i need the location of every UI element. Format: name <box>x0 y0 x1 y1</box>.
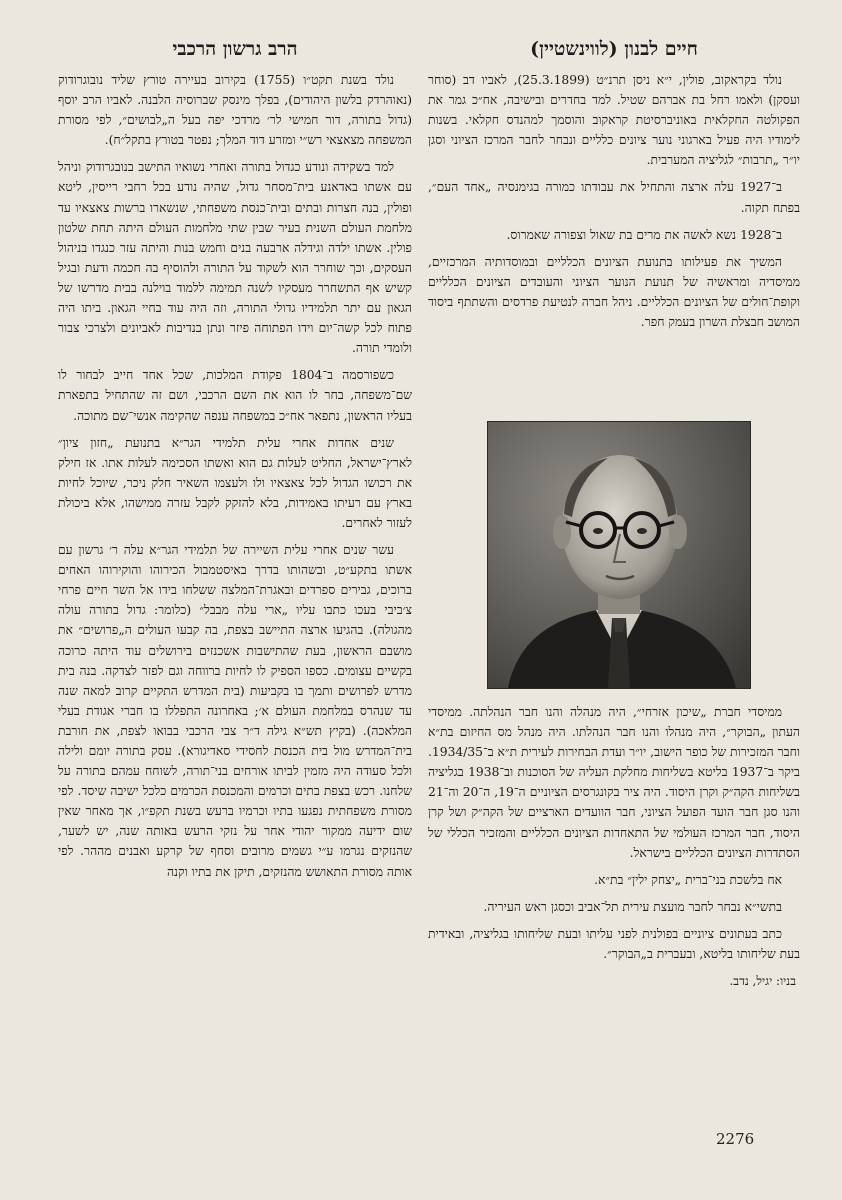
left-paragraph-3: כשפורסמה ב־1804 פקודת המלכות, שכל אחד חייב לבחור לו שם־משפחה, בחר לו הוא את השם הרכבי, ושם זה שהתחיל בתפארת בעליו הראשון, נתפאר אח״כ במשפחה ענפה שהקימה אנשי־שם מתוכה. <box>58 368 412 423</box>
right-lower-paragraph-3: בתשי״א נבחר לחבר מועצת עירית תל־אביב וכסגן ראש העיריה. <box>483 899 782 914</box>
portrait-photo <box>487 421 751 689</box>
left-paragraph-4: שנים אחדות אחרי עלית תלמידי הגר״א בתנועת „חזון ציון״ לארץ־ישראל, החליט לעלות גם הוא ואשתו הסכימה לעלות אתו. אז חילק את רכושו הגדול לכל צאצאיו ולו ולעצמו השאיר חלק ניכר, שיוכל לחיות בארץ עם רעיתו באמידות, בלא להזקק לקבל עזרה ממישהו, אלא ביכולת לעזור לאחרים. <box>58 435 412 530</box>
right-column-continued <box>428 702 800 991</box>
right-paragraph-2: ב־1927 עלה ארצה והתחיל את עבודתו כמורה בגימנסיה „אחד העם״, בפתח תקוה. <box>428 180 800 215</box>
right-column-title: חיים לבנון (לווינשטיין) <box>530 38 698 60</box>
right-lower-paragraph-1: ממיסדי חברת „שיכון אזרחי״, היה מנהלה והנו חבר הנהלתה. ממיסדי העתון „הבוקר״, היה מנהלו והנו חבר הנהלתו. היה מנהל מס החיזום בת״א וחבר המזכירות של כופר הישוב, יו״ר ועדת הבחירות לעירית ת״א ב־1934/35. ביקר ב־1937 בליטא בשליחות מחלקת העליה של הסוכנות וב־1938 בגליציה בשליחות הקה״ק וקרן היסוד. היה ציר בקונגרסים הציוניים ה־19, ה־20 וה־21 והנו סגן חבר הועד הפועל הציוני, חבר הוועדים הארציים של הקה״ק ושל קרן היסוד, חבר המרכז העולמי של התאחדות הציונים הכלליים והמזכיר הכללי של הסתדרות הציונים הכלליים בישראל. <box>428 705 800 860</box>
left-paragraph-1: נולד בשנת תקט״ו (1755) בקירוב בעיירה טורץ שליד נובוגרודוק (נאוהרדק בלשון היהודים), בפלך מינסק שברוסיה הלבנה. לאביו הרב יוסף (גדול בתורה, דור חמישי לר׳ מרדכי יפה בעל ה„לבושים״, לפי מסורת המשפחה מצאצאי רש״י ומזרע דוד המלך; נפטר בטורץ בתקל״ח). <box>58 73 412 148</box>
right-column <box>428 36 800 339</box>
left-paragraph-5: עשר שנים אחרי עלית השיירה של תלמידי הגר״א עלה ר׳ גרשון עם אשתו בתקע״ט, ובשהותו בדרך באיסטמבול הכירוהו והוקירוהו האחים ברוכים, גבירים ספרדים ובאגרת־המלצה ששלחו בידו אל השר חיים פרחי צ׳ביבי בעכו כתבו עליו „ארי עלה מבבל״ (כלומר: גדול בתורה עולה מהגולה). בהגיעו ארצה התיישב בצפת, בה קבעו העולים ה„פרושים״ את מושבם הראשון, בעת שהתישבות אשכנזים בירושלים עוד היתה כרוכה בקשיים עצומים. כספו הספיק לו לחיות ברווחה וגם לפזר לצדקה. בנה בית מדרש לפרושים ותמך בו בקביעות (בית המדרש התקיים קרוב למאה שנה עד שנהרס במלחמת העולם א׳; באחרונה התפללו בו חברי אגודת בעלי המלאכה). (בקיץ תש״א גילה ד״ר צבי הרכבי בבואו לצפת, את חורבת בית־המדרש מול בית הכנסת לחסידי סאדיגורא). עסק בתורה יומם ולילה ולכל סעודה היה מזמין לביתו אורחים בני־תורה, לשוחח עמהם בתורה על שלחנו. רכש בצפת בתים וכרמים והמכנסת הכרמים כלכל ישיבה שיסד. לפי מסורת משפחתית נפגעו בתיו וכרמיו ברעש בשנת תקפ״ו, אך מאחר שאין שום ידיעה ממקור יהודי אחר על נזקי הרעש באותה שנה, יש לשער, שהנזקים נגרמו ע״י גשמים מרובים וסחף של קרקע ואבנים מההר. לפי אותה מסורת התאושש מהנזקים, תיקן את בתיו וקנה <box>58 543 412 879</box>
right-paragraph-3: ב־1928 נשא לאשה את מרים בת שאול וצפורה שאמרוס. <box>506 227 782 242</box>
left-column <box>58 36 412 889</box>
left-column-title: הרב גרשון הרכבי <box>172 38 298 60</box>
author-signature: בניו: יגיל, נדב. <box>729 974 796 989</box>
right-lower-paragraph-2: אח בלשכת בני־ברית „יצחק ילין״ בת״א. <box>594 872 782 887</box>
portrait-photo-icon <box>488 422 750 688</box>
right-paragraph-1: נולד בקראקוב, פולין, י״א ניסן תרנ״ט (25.3.1899), לאביו דב (סוחר ועסקן) ולאמו רחל בת אברהם שטיל. למד בחדרים ובישיבה, אח״כ גמר את הפקולטה החקלאית באוניברסיטת קראקוב והוסמך למהנדס חקלאי. בשנות לימודיו היה פעיל בארגוני נוער ציונים כלליים ונבחר לחבר המרכז הציוני וסגן יו״ר „תרבות״ לגליציה המערבית. <box>428 73 800 168</box>
right-paragraph-4: המשיך את פעילותו בתנועת הציונים הכלליים ובמוסדותיה המרכזיים, ממיסדיה ומראשיה של תנועת הנוער הציוני והעובדים הציונים הכלליים וקופת־חולים של הציונים הכלליים. ניהל חברה לנטיעת פרדסים והשתתף ביסוד המושב חבצלת השרון בעמק חפר. <box>428 254 800 330</box>
right-lower-paragraph-4: כתב בעתונים ציוניים בפולנית לפני עליתו ובעת שליחותו בגליציה, ובאידית בעת שליחותו בליטא, ובעברית ב„הבוקר״. <box>428 926 800 962</box>
page-number: 2276 <box>716 1130 755 1148</box>
left-paragraph-2: למד בשקידה ונודע כגדול בתורה ואחרי נשואיו התישב בנובגרודוק וניהל עם אשתו באדאנע בית־מסחר גדול, שהיה נודע בכל רחבי רייסין, ליטא ופולין, בנה חצרות ובתים ובית־כנסת משפחתי, שנשארו ברשות צאצאיו עד מלחמת העולם השנית בעיר שבין שתי מלחמות העולם היתה תחת שלטון פולין. אשתו ילדה וגידלה ארבעה בנים וחמש בנות והיתה עזר כנגדו בניהול העסקים, וכך שוחרר הוא לשקוד על התורה ולהוסיף בה חכמה ודעת ובגיל קשיש אף התשחרר מעסקיו לשנה תמימה ללמוד בוילנה בבית מדרשו של הגאון עם יתר תלמידיו גדולי התורה, וזה היה עוד בחיי הגאון. ביתו היה פתוח לכל קשה־יום וידו הפתוחה פיזר ונתן בנדיבות לאביונים ולצרכי צבור ולומדי תורה. <box>58 160 412 356</box>
